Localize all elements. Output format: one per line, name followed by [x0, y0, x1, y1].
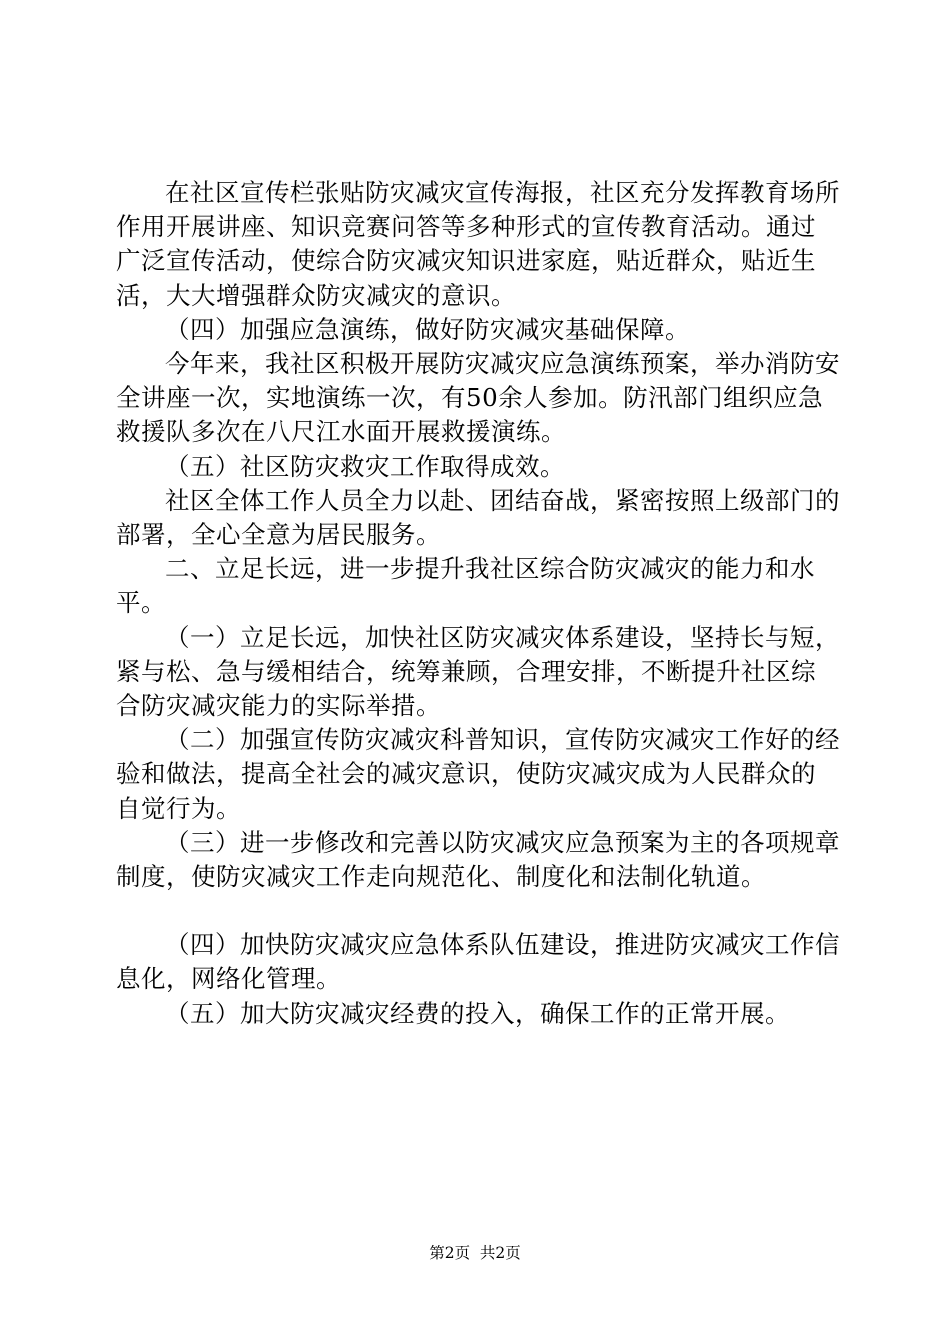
heading-long-term: 二、立足长远，进一步提升我社区综合防灾减灾的能力和水平。 — [116, 554, 815, 618]
paragraph-publicity: 在社区宣传栏张贴防灾减灾宣传海报，社区充分发挥教育场所作用开展讲座、知识竞赛问答等多种形式的宣传教育活动。通过广泛宣传活动，使综合防灾减灾知识进家庭，贴近群众，贴近生活，大大增强群众防灾减灾的意识。 — [116, 178, 840, 310]
list-item-5: （五）加大防灾减灾经费的投入，确保工作的正常开展。 — [165, 998, 790, 1028]
list-item-2: （二）加强宣传防灾减灾科普知识，宣传防灾减灾工作好的经验和做法，提高全社会的减灾意识，使防灾减灾成为人民群众的自觉行为。 — [116, 725, 840, 823]
paragraph-results: 社区全体工作人员全力以赴、团结奋战，紧密按照上级部门的部署，全心全意为居民服务。 — [116, 485, 840, 550]
list-item-1: （一）立足长远，加快社区防灾减灾体系建设，坚持长与短，紧与松、急与缓相结合，统筹兼顾，合理安排，不断提升社区综合防灾减灾能力的实际举措。 — [116, 622, 840, 721]
list-item-4: （四）加快防灾减灾应急体系队伍建设，推进防灾减灾工作信息化，网络化管理。 — [116, 930, 840, 994]
heading-results: （五）社区防灾救灾工作取得成效。 — [165, 451, 565, 481]
page-footer — [0, 1243, 950, 1263]
list-item-3: （三）进一步修改和完善以防灾减灾应急预案为主的各项规章制度，使防灾减灾工作走向规范化、制度化和法制化轨道。 — [116, 827, 840, 892]
page-number-label: 第2页 共2页 — [429, 1244, 521, 1262]
paragraph-drills: 今年来，我社区积极开展防灾减灾应急演练预案，举办消防安全讲座一次，实地演练一次，有50余人参加。防汛部门组织应急救援队多次在八尺江水面开展救援演练。 — [116, 349, 840, 447]
document-body — [116, 176, 840, 1031]
heading-drills: （四）加强应急演练，做好防灾减灾基础保障。 — [165, 314, 690, 344]
